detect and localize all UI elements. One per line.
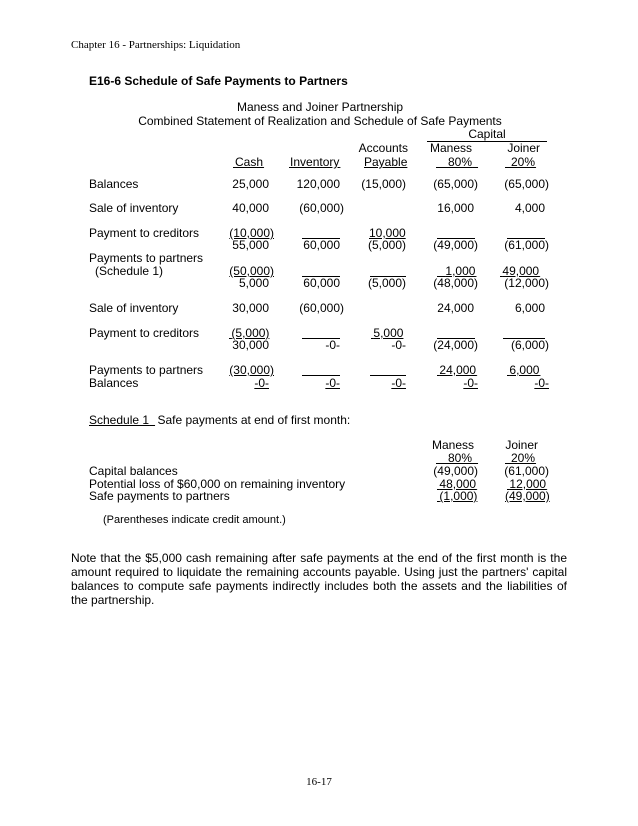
maness-value: (24,000) [433,338,478,352]
statement-title: Combined Statement of Realization and Schedule of Safe Payments [138,114,502,128]
schedule-col-maness-pct: 80% [448,451,473,465]
payable-value: -0- [391,338,406,352]
cash-value: (10,000) [229,226,274,240]
schedule-row-label: Capital balances [89,464,178,478]
payable-value: (15,000) [361,177,406,191]
row-label-creditors: Payment to creditors [89,226,200,240]
schedule-joiner-value: (61,000) [504,464,549,478]
chapter-header: Chapter 16 - Partnerships: Liquidation [71,39,241,51]
inventory-value: 60,000 [303,238,340,252]
joiner-value: -0- [534,376,549,390]
row-label-balances: Balances [89,376,139,390]
payable-value: -0- [391,376,406,390]
maness-value: (49,000) [433,238,478,252]
schedule-heading: Schedule 1 Safe payments at end of first month: [89,413,351,427]
schedule-maness-value: (1,000) [439,489,478,503]
col-joiner-pct: 20% [511,155,536,169]
joiner-value: 4,000 [514,201,545,215]
cash-value: (50,000) [229,264,274,278]
schedule-maness-value: (49,000) [433,464,478,478]
schedule-col-maness: Maness [431,438,474,452]
maness-value: 24,000 [437,301,474,315]
capital-label: Capital [468,127,506,141]
parenthetical-note: (Parentheses indicate credit amount.) [103,514,286,526]
inventory-value: (60,000) [299,301,344,315]
row-label-partners: Payments to partners [89,251,204,265]
joiner-value: (61,000) [504,238,549,252]
schedule-maness-value: 48,000 [439,477,477,491]
schedule-row-label: Safe payments to partners [89,489,230,503]
schedule-joiner-value: (49,000) [505,489,550,503]
exercise-title: E16-6 Schedule of Safe Payments to Partners [89,74,348,88]
joiner-value: (6,000) [510,338,549,352]
cash-value: (30,000) [229,363,274,377]
cash-value: 30,000 [232,338,269,352]
col-maness-pct: 80% [448,155,473,169]
cash-value: 40,000 [232,201,269,215]
joiner-value: 49,000 [502,264,540,278]
joiner-value: 6,000 [509,363,540,377]
col-joiner: Joiner [507,141,540,155]
joiner-value: (12,000) [504,276,549,290]
inventory-value: 120,000 [296,177,340,191]
cash-value: (5,000) [231,326,270,340]
col-inventory: Inventory [290,155,340,169]
inventory-value: (60,000) [299,201,344,215]
inventory-value: 60,000 [303,276,340,290]
maness-value: (48,000) [433,276,478,290]
payable-value: (5,000) [367,276,406,290]
payable-value: 10,000 [369,226,406,240]
schedule-row-label: Potential loss of $60,000 on remaining inventory [89,477,346,491]
schedule-joiner-value: 12,000 [509,477,547,491]
maness-value: 1,000 [445,264,476,278]
row-label-partners: Payments to partners [89,363,204,377]
col-accounts: Accounts [358,141,408,155]
col-cash: Cash [235,155,264,169]
company-name: Maness and Joiner Partnership [236,100,404,114]
row-label-sale: Sale of inventory [89,201,179,215]
maness-value: 24,000 [439,363,477,377]
schedule-col-joiner-pct: 20% [511,451,536,465]
joiner-value: 6,000 [514,301,545,315]
closing-note: Note that the $5,000 cash remaining after safe payments at the end of the first month is the amount required to liquidate the remaining accounts payable. Using just the partners' capital balances to compute safe payments indirectly includes both the assets and the liabilities of the partnership. [71,551,567,607]
row-label-creditors: Payment to creditors [89,326,200,340]
cash-value: 30,000 [232,301,269,315]
page-number: 16-17 [306,776,332,788]
row-label-sale: Sale of inventory [89,301,179,315]
joiner-value: (65,000) [504,177,549,191]
cash-value: -0- [254,376,269,390]
schedule-col-joiner: Joiner [505,438,538,452]
inventory-value: -0- [325,338,340,352]
cash-value: 5,000 [238,276,269,290]
col-payable: Payable [364,155,408,169]
payable-value: 5,000 [373,326,404,340]
payable-value: (5,000) [367,238,406,252]
row-label-schedule-ref: (Schedule 1) [95,264,164,278]
row-label-balances: Balances [89,177,139,191]
inventory-value: -0- [325,376,340,390]
col-maness: Maness [429,141,472,155]
maness-value: 16,000 [437,201,474,215]
cash-value: 25,000 [232,177,269,191]
cash-value: 55,000 [232,238,269,252]
maness-value: (65,000) [433,177,478,191]
maness-value: -0- [463,376,478,390]
